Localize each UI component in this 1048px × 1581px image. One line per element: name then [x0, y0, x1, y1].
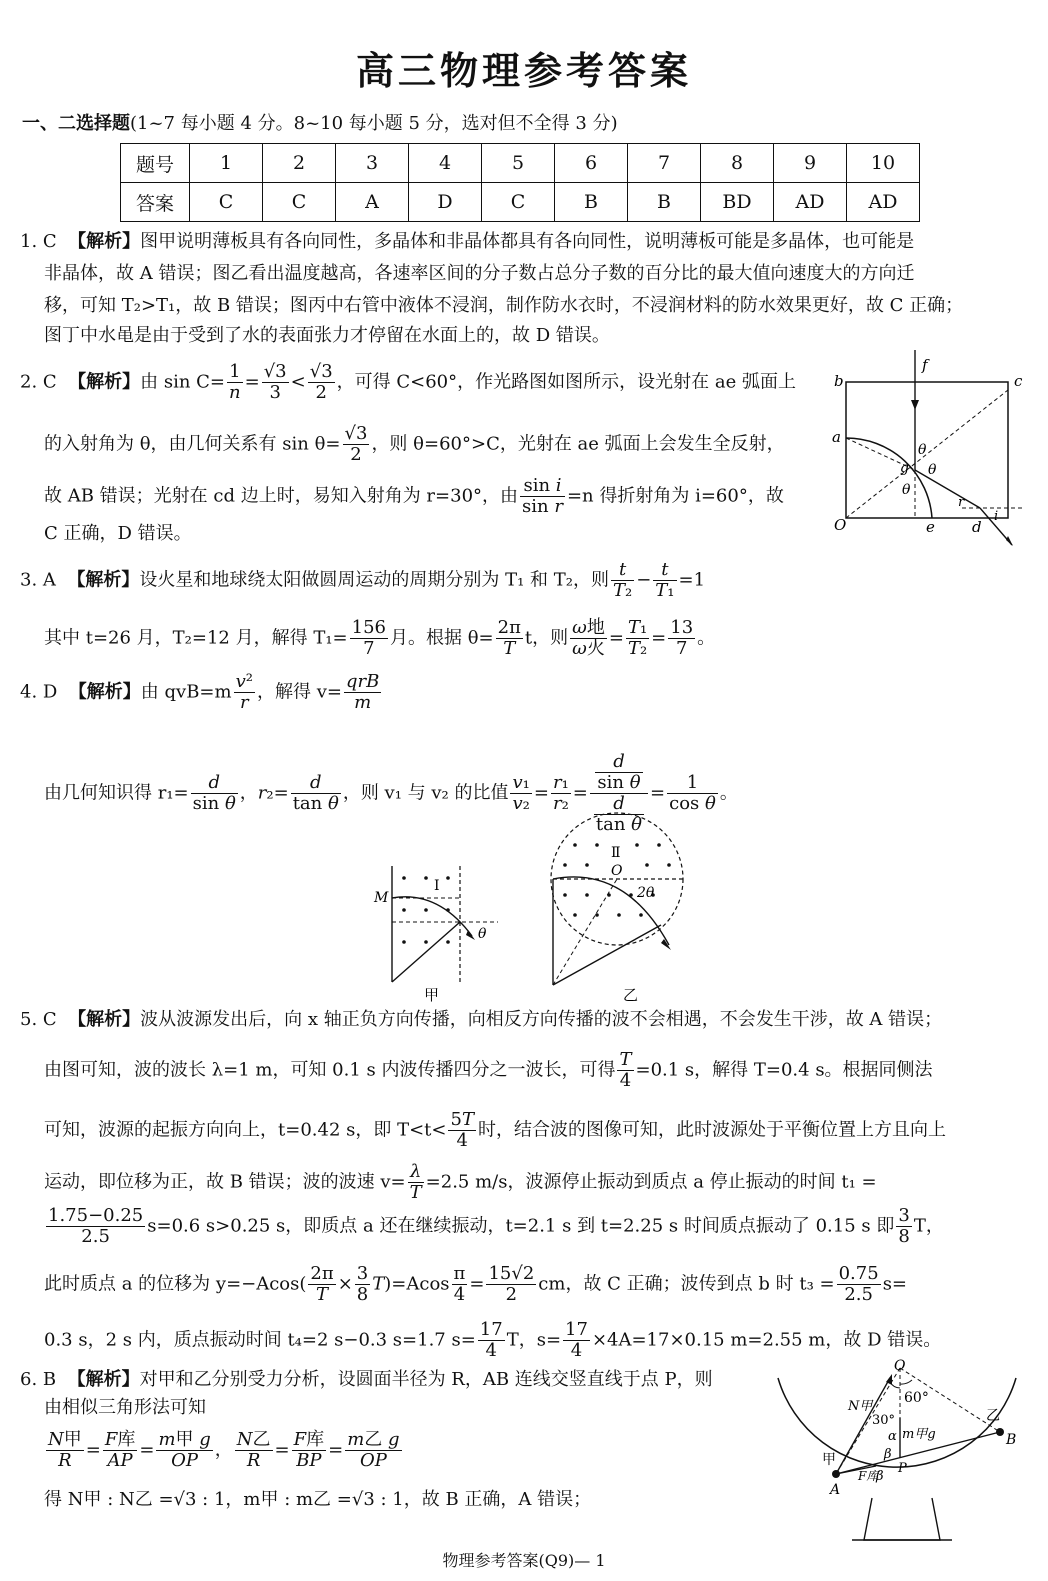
fig-label: c: [1014, 372, 1023, 390]
fig-label: M: [374, 890, 389, 906]
q5-text-6a: 此时质点 a 的位移为 y=−Acos(: [44, 1273, 307, 1295]
fraction: $\frac{17}{4}$: [479, 1319, 503, 1361]
fraction: $\frac{\text{v₁}}{\text{v₂}}$: [512, 772, 530, 814]
table-cell: BD: [701, 183, 774, 222]
q6-line-3: $\frac{\text{N甲}}{R}$ = $\frac{\text{F库}}{AP}$ = $\frac{\text{m甲 g}}{OP}$ ， $\frac{\text{N乙}}{R}$ = $\frac{\text{F库}}{BP}$ = $\frac{\text{m乙 g}}{OP}$: [48, 1429, 400, 1471]
q1-line-3: 移，可知 T₂>T₁，故 B 错误；图丙中右管中液体不浸润，制作防水衣时，不浸润材料的防水效果更好，故 C 正确；: [44, 295, 964, 316]
answer-table: [120, 143, 920, 222]
fig-label: 30°: [872, 1413, 896, 1428]
fig-label: α: [888, 1429, 897, 1444]
q3-text-2c: t，则: [524, 627, 569, 649]
q6-line-2: 由相似三角形法可知: [44, 1397, 206, 1418]
section-heading: 一、二选择题: [22, 113, 130, 134]
fig-label: θ: [928, 462, 937, 478]
q5-text-7c: ×4A=17×0.15 m=2.55 m，故 D 错误。: [591, 1329, 942, 1351]
fraction: $\frac{\text{sin i}}{\text{sin r}}$: [522, 475, 563, 517]
q2-line-3: [44, 476, 784, 517]
fig-label: β: [884, 1447, 892, 1462]
table-cell: 3: [336, 144, 409, 183]
fraction: $\frac{17}{4}$: [565, 1319, 588, 1361]
fig-label: β: [876, 1469, 884, 1484]
q5-line-5: [44, 1206, 944, 1247]
q1-text-1: 图甲说明薄板具有各向同性，多晶体和非晶体都具有各向同性，说明薄板可能是多晶体，也可能是: [140, 231, 915, 252]
fraction: $\frac{\pi}{4}$: [453, 1263, 466, 1305]
q6-line-1: 6. B 【解析】对甲和乙分别受力分析，设圆面半径为 R，AB 连线交竖直线于点 P，则: [20, 1369, 713, 1390]
fig-label: 甲: [822, 1452, 836, 1468]
q4-text-1a: 由 qvB=m: [140, 681, 232, 703]
fraction: $\frac{t}{\text{T₁}}$: [655, 559, 675, 601]
fraction: $\frac{1}{\text{cos θ}}$: [669, 772, 716, 814]
bowl-arc: [778, 1378, 1016, 1467]
table-cell: B: [555, 183, 628, 222]
section-note: (1~7 每小题 4 分。8~10 每小题 5 分，选对但不全得 3 分): [130, 113, 618, 134]
q4-text-2a: 由几何知识得 r₁=: [44, 782, 189, 804]
q5-text-4a: 运动，即位移为正，故 B 错误；波的波速 v=: [44, 1171, 406, 1193]
fig-label: b: [834, 372, 844, 390]
q3-text-2a: 其中 t=26 月，T₂=12 月，解得 T₁=: [44, 627, 348, 649]
table-cell: 9: [774, 144, 847, 183]
table-cell: A: [336, 183, 409, 222]
fraction: $\frac{T}{4}$: [619, 1049, 632, 1091]
fig-label: θ: [478, 926, 487, 942]
q2-text-1b: ，可得 C<60°，作光路图如图所示，设光射在 ae 弧面上: [336, 371, 796, 393]
q6-tag: 【解析】: [67, 1369, 140, 1390]
fraction: $\frac{t}{\text{T₂}}$: [612, 559, 633, 601]
fraction: $\frac{3}{8}$: [898, 1205, 910, 1247]
q3-line-2: 其中 t=26 月，T₂=12 月，解得 T₁= $\frac{156}{7}$ 月。根据 θ= $\frac{2\pi}{T}$ t，则 $\frac{\text{ω地}}{\text{ω火}}$ = $\frac{\text{T₁}}{\text{T₂}}$ = $\frac{13}{7}$ 。: [44, 617, 716, 659]
fraction: $\frac{13}{7}$: [670, 617, 694, 659]
q5-text-7b: T，s=: [506, 1329, 562, 1351]
fraction: $\frac{\text{F库}}{BP}$: [293, 1429, 325, 1471]
q2-text-3a: 故 AB 错误；光射在 cd 边上时，易知入射角为 r=30°，由: [44, 485, 519, 507]
q5-text-2a: 由图可知，波的波长 λ=1 m，可知 0.1 s 内波传播四分之一波长，可得: [44, 1059, 616, 1081]
bowl-stand: [864, 1498, 940, 1540]
q4-text-2b: ，则 v₁ 与 v₂ 的比值: [342, 782, 509, 804]
fig-label: N甲: [848, 1399, 873, 1414]
q4-line-1: 4. D 【解析】由 qvB=m $\frac{\text{v²}}{r}$ ，解得 v= $\frac{\text{qrB}}{m}$: [20, 671, 380, 713]
fig-label: P: [898, 1461, 907, 1476]
fraction: $\frac{√3}{3}$: [263, 361, 287, 403]
table-row-answers: [121, 183, 920, 222]
q2-text-2a: 的入射角为 θ，由几何关系有 sin θ=: [44, 433, 341, 455]
q5-text-2b: =0.1 s，解得 T=0.4 s。根据同侧法: [635, 1059, 933, 1081]
fraction: $\frac{0.75}{2.5}$: [838, 1263, 879, 1305]
q6-bowl-figure: [772, 1358, 1022, 1548]
q4-figure-yi: [545, 825, 695, 1004]
q4-line-2: 由几何知识得 r₁= $\frac{d}{\text{sin θ}}$ ，r₂= $\frac{d}{\text{tan θ}}$ ，则 v₁ 与 v₂ 的比值 $\frac{\text{v₁}}{\text{v₂}}$ = $\frac{\text{r₁}}{\text{r₂}}$ = $\frac{\frac{d}{\text{sin θ}}}{\frac{d}{\text{tan θ}}}$ = $\frac{1}{\text{cos θ}}$ 。: [44, 751, 738, 835]
q5-line-2: [44, 1050, 933, 1091]
fraction: $\frac{3}{8}$: [356, 1263, 369, 1305]
table-cell: 10: [847, 144, 920, 183]
fraction: $\frac{\text{r₁}}{\text{r₂}}$: [552, 772, 569, 814]
fraction: $\frac{\text{ω地}}{\text{ω火}}$: [572, 617, 605, 659]
q2-line-4: C 正确，D 错误。: [44, 523, 192, 544]
q5-text-5a: s=0.6 s>0.25 s，即质点 a 还在继续振动，t=2.1 s 到 t=2.25 s 时间质点振动了 0.15 s 即: [147, 1215, 895, 1237]
q1-line-2: 非晶体，故 A 错误；图乙看出温度越高，各速率区间的分子数占总分子数的百分比的最大值向速度大的方向迁: [44, 263, 915, 284]
table-cell: C: [482, 183, 555, 222]
fraction: $\frac{\lambda}{T}$: [409, 1161, 422, 1203]
fig-label: A: [830, 1482, 841, 1498]
fig-label: O: [611, 863, 623, 879]
fig-label: g: [900, 460, 909, 476]
q3-tag: 【解析】: [67, 569, 140, 591]
table-row-label: 答案: [121, 183, 190, 222]
table-cell: 4: [409, 144, 482, 183]
fraction: $\frac{\text{F库}}{AP}$: [104, 1429, 136, 1471]
q5-text-6c: cm，故 C 正确；波传到点 b 时 t₃ =: [538, 1273, 835, 1295]
q6-text-1: 对甲和乙分别受力分析，设圆面半径为 R，AB 连线交竖直线于点 P，则: [139, 1369, 713, 1390]
table-cell: C: [190, 183, 263, 222]
fraction: $\frac{d}{\text{tan θ}}$: [292, 772, 339, 814]
page-title: 高三物理参考答案: [355, 48, 692, 93]
q5-line-1: 5. C 【解析】波从波源发出后，向 x 轴正负方向传播，向相反方向传播的波不会相遇，不会发生干涉，故 A 错误；: [20, 1009, 943, 1030]
q3-line-1: 3. A 【解析】设火星和地球绕太阳做圆周运动的周期分别为 T₁ 和 T₂，则 $\frac{t}{\text{T₂}}$ − $\frac{t}{\text{T₁}}$ =1: [20, 559, 706, 601]
fig-label: f: [922, 356, 928, 374]
table-cell: 1: [190, 144, 263, 183]
q2-light-path-figure: [822, 350, 1042, 550]
table-cell: 5: [482, 144, 555, 183]
q5-text-3a: 可知，波源的起振方向向上，t=0.42 s，即 T<t<: [44, 1119, 447, 1141]
q5-line-7: [44, 1320, 941, 1361]
q5-line-3: [44, 1110, 946, 1151]
fig-label: F库: [858, 1469, 879, 1483]
q2-text-3b: =n 得折射角为 i=60°，故: [566, 485, 784, 507]
q1-line-1: 1. C 【解析】图甲说明薄板具有各向同性，多晶体和非晶体都具有各向同性，说明薄板可能是多晶体，也可能是: [20, 231, 915, 252]
q4-text-1b: ，解得 v=: [256, 681, 342, 703]
fig-label: 乙: [986, 1408, 1000, 1424]
fig-label: m甲g: [902, 1427, 936, 1442]
fig-label: 2θ: [637, 885, 655, 901]
q2-tag: 【解析】: [68, 371, 141, 393]
fig-label: e: [926, 518, 935, 536]
fraction: $\frac{5T}{4}$: [450, 1109, 474, 1151]
fig-label: i: [994, 509, 999, 524]
table-row-label: 题号: [121, 144, 190, 183]
q3-text-1a: 设火星和地球绕太阳做圆周运动的周期分别为 T₁ 和 T₂，则: [139, 569, 609, 591]
table-cell: 8: [701, 144, 774, 183]
q5-line-6: 此时质点 a 的位移为 y=−Acos( $\frac{2\pi}{T}$ × $\frac{3}{8}$ T)=Acos $\frac{\pi}{4}$ = $\frac{15√2}{2}$ cm，故 C 正确；波传到点 b 时 t₃ = $\frac{0.75}{2.5}$ s=: [44, 1263, 908, 1305]
table-cell: B: [628, 183, 701, 222]
prism-outline: [846, 382, 1008, 518]
q2-line-1: 2. C 【解析】由 sin C= $\frac{1}{n}$ = $\frac{√3}{3}$ < $\frac{√3}{2}$ ，可得 C<60°，作光路图如图所示，设光射在 ae 弧面上: [20, 361, 796, 403]
table-cell: 7: [628, 144, 701, 183]
fig-label: Ⅰ: [434, 878, 440, 894]
fig-label: a: [832, 428, 841, 446]
q5-text-3b: 时，结合波的图像可知，此时波源处于平衡位置上方且向上: [477, 1119, 946, 1141]
q3-text-1b: =1: [678, 569, 706, 591]
fraction: $\frac{\frac{d}{\text{sin θ}}}{\frac{d}{\text{tan θ}}}$: [590, 752, 648, 835]
section-heading-row: [22, 110, 618, 138]
q3-text-2d: 。: [697, 627, 716, 649]
table-cell: AD: [774, 183, 847, 222]
fig-label: r: [958, 495, 965, 510]
q3-text-2b: 月。根据 θ=: [389, 627, 494, 649]
q1-tag: 【解析】: [68, 231, 141, 252]
fraction: $\frac{\text{qrB}}{m}$: [345, 671, 380, 713]
q5-text-5b: T，: [913, 1215, 944, 1237]
fraction: $\frac{1}{n}$: [229, 361, 241, 403]
fraction: $\frac{√3}{2}$: [309, 361, 333, 403]
q5-text-6d: s=: [882, 1273, 908, 1295]
fig-caption: 乙: [623, 986, 639, 1004]
fig-label: B: [1006, 1432, 1017, 1448]
fig-label: 60°: [904, 1390, 929, 1406]
page-footer: 物理参考答案(Q9)— 1: [442, 1551, 606, 1570]
fig-label: Ⅱ: [611, 845, 621, 861]
fraction: $\frac{\text{N乙}}{R}$: [236, 1429, 271, 1471]
q2-text-1a: 由 sin C=: [140, 371, 226, 393]
fraction: $\frac{2\pi}{T}$: [497, 617, 521, 659]
q5-text-1: 波从波源发出后，向 x 轴正负方向传播，向相反方向传播的波不会相遇，不会发生干涉，故 A 错误；: [140, 1009, 943, 1030]
fraction: $\frac{√3}{2}$: [344, 423, 368, 465]
fraction: $\frac{d}{\text{sin θ}}$: [192, 772, 236, 814]
q5-line-4: [44, 1162, 877, 1203]
fraction: $\frac{\text{m乙 g}}{OP}$: [347, 1429, 400, 1471]
q1-line-4: 图丁中水黾是由于受到了水的表面张力才停留在水面上的，故 D 错误。: [44, 325, 610, 346]
fig-caption: 甲: [424, 986, 440, 1004]
q2-text-2b: ，则 θ=60°>C，光射在 ae 弧面上会发生全反射，: [371, 433, 785, 455]
fraction: $\frac{\text{T₁}}{\text{T₂}}$: [627, 617, 648, 659]
fig-label: d: [972, 518, 982, 536]
q5-text-6b: )=Acos: [384, 1273, 450, 1295]
table-cell: D: [409, 183, 482, 222]
q5-tag: 【解析】: [68, 1009, 141, 1030]
fraction: $\frac{1.75-0.25}{2.5}$: [48, 1205, 144, 1247]
fraction: $\frac{156}{7}$: [351, 617, 386, 659]
fig-label: O: [894, 1358, 906, 1374]
fraction: $\frac{2\pi}{T}$: [310, 1263, 334, 1305]
q5-text-4b: =2.5 m/s，波源停止振动到质点 a 停止振动的时间 t₁ =: [425, 1171, 877, 1193]
table-row-numbers: [121, 144, 920, 183]
q5-text-7a: 0.3 s，2 s 内，质点振动时间 t₄=2 s−0.3 s=1.7 s=: [44, 1329, 476, 1351]
fraction: $\frac{15√2}{2}$: [488, 1263, 535, 1305]
q2-line-2: [44, 424, 785, 465]
fraction: $\frac{\text{m甲 g}}{OP}$: [158, 1429, 211, 1471]
table-cell: 6: [555, 144, 628, 183]
table-cell: 2: [263, 144, 336, 183]
q4-figure-jia: [368, 860, 508, 1004]
fraction: $\frac{\text{N甲}}{R}$: [48, 1429, 82, 1471]
q6-line-4: 得 N甲 : N乙 =√3 : 1，m甲 : m乙 =√3 : 1，故 B 正确，A 错误；: [44, 1489, 592, 1510]
table-cell: C: [263, 183, 336, 222]
fig-label: θ: [902, 482, 911, 498]
fraction: $\frac{\text{v²}}{r}$: [235, 671, 253, 713]
q4-tag: 【解析】: [68, 681, 141, 703]
q4-text-2c: 。: [719, 782, 738, 804]
fig-label: O: [834, 516, 847, 534]
fig-label: θ: [918, 442, 927, 458]
table-cell: AD: [847, 183, 920, 222]
